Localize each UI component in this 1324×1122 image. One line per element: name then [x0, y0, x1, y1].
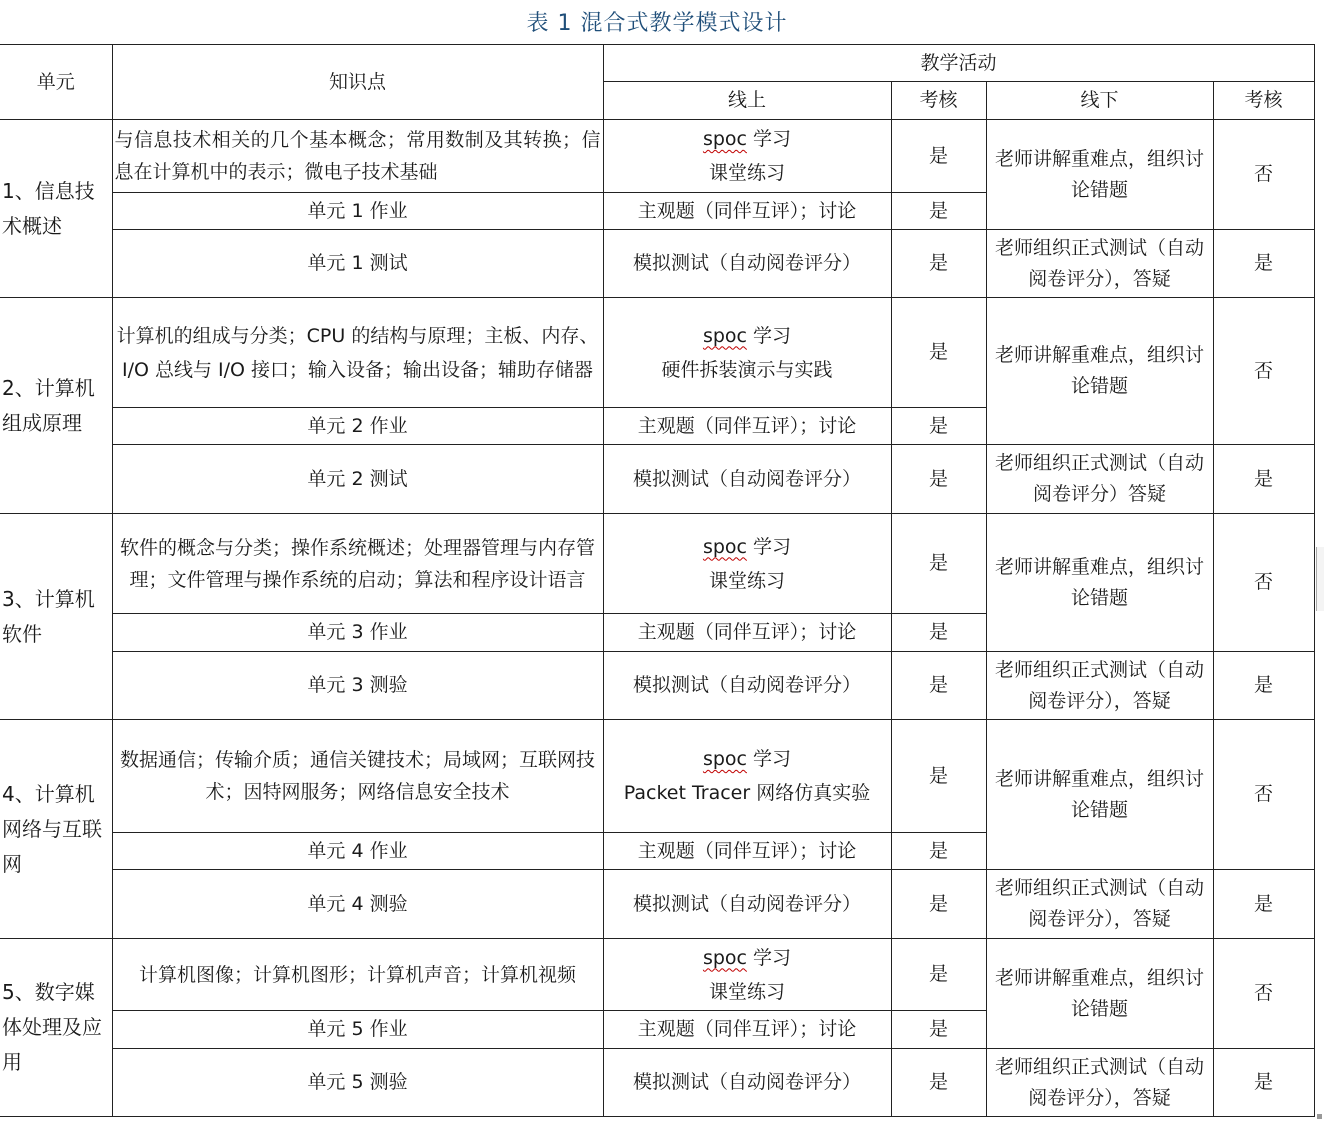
spoc-label: spoc — [702, 946, 747, 969]
table-row — [0, 870, 1314, 939]
table-row — [0, 1049, 1314, 1117]
study-label: 学习 — [746, 748, 792, 770]
practice-label: 课堂练习 — [708, 569, 785, 592]
online-assess: 是 — [891, 614, 986, 652]
online-assess: 是 — [891, 833, 986, 870]
offline-activity: 老师组织正式测试（自动阅卷评分），答疑 — [986, 870, 1213, 939]
offline-assess: 是 — [1213, 445, 1314, 514]
online-assess: 是 — [891, 120, 986, 193]
offline-assess: 是 — [1213, 230, 1314, 298]
header-unit: 单元 — [0, 45, 112, 120]
spoc-label: spoc — [702, 535, 747, 558]
offline-assess: 是 — [1213, 870, 1314, 939]
offline-activity: 老师讲解重难点，组织讨论错题 — [986, 939, 1213, 1049]
table-row — [0, 298, 1314, 408]
online-assess: 是 — [891, 193, 986, 230]
homework-label: 单元 3 作业 — [112, 614, 603, 652]
offline-activity: 老师讲解重难点，组织讨论错题 — [986, 514, 1213, 652]
knowledge-points: 与信息技术相关的几个基本概念；常用数制及其转换；信息在计算机中的表示；微电子技术基础 — [112, 120, 603, 193]
study-label: 学习 — [746, 128, 792, 150]
table-row — [0, 939, 1314, 1011]
spoc-label: spoc — [702, 324, 747, 347]
online-extra: 硬件拆装演示与实践 — [661, 358, 833, 381]
online-assess: 是 — [891, 514, 986, 614]
online-assess: 是 — [891, 408, 986, 445]
offline-assess: 是 — [1213, 1049, 1314, 1117]
unit-name: 4、计算机网络与互联网 — [0, 720, 112, 939]
homework-label: 单元 1 作业 — [112, 193, 603, 230]
header-online: 线上 — [603, 82, 891, 120]
offline-assess: 否 — [1213, 120, 1314, 230]
offline-assess: 否 — [1213, 720, 1314, 870]
offline-activity: 老师组织正式测试（自动阅卷评分）答疑 — [986, 445, 1213, 514]
unit-name: 2、计算机组成原理 — [0, 298, 112, 514]
offline-activity: 老师组织正式测试（自动阅卷评分），答疑 — [986, 1049, 1213, 1117]
table-caption: 表 1 混合式教学模式设计 — [526, 11, 788, 36]
page-corner-marker — [1317, 1114, 1322, 1119]
test-label: 单元 2 测试 — [112, 445, 603, 514]
header-offline: 线下 — [986, 82, 1213, 120]
page-edge-tab — [1316, 547, 1324, 611]
online-activity — [603, 514, 891, 614]
offline-assess: 否 — [1213, 514, 1314, 652]
offline-activity: 老师组织正式测试（自动阅卷评分），答疑 — [986, 652, 1213, 720]
offline-activity: 老师讲解重难点，组织讨论错题 — [986, 298, 1213, 445]
online-activity: 主观题（同伴互评）；讨论 — [603, 833, 891, 870]
online-activity — [603, 120, 891, 193]
test-label: 单元 3 测验 — [112, 652, 603, 720]
online-activity — [603, 720, 891, 833]
spoc-label: spoc — [702, 748, 747, 770]
table-row — [0, 514, 1314, 614]
header-activities: 教学活动 — [603, 45, 1314, 82]
header-assess-online: 考核 — [891, 82, 986, 120]
unit-name: 1、信息技术概述 — [0, 120, 112, 298]
online-assess: 是 — [891, 445, 986, 514]
online-extra: Packet Tracer 网络仿真实验 — [623, 782, 871, 804]
online-assess: 是 — [891, 298, 986, 408]
spoc-label: spoc — [702, 128, 747, 150]
practice-label: 课堂练习 — [708, 162, 785, 184]
study-label: 学习 — [746, 535, 792, 558]
online-activity — [603, 939, 891, 1011]
online-activity: 模拟测试（自动阅卷评分） — [603, 230, 891, 298]
table-row — [0, 230, 1314, 298]
unit-name: 5、数字媒体处理及应用 — [0, 939, 112, 1117]
knowledge-points: 计算机图像；计算机图形；计算机声音；计算机视频 — [112, 939, 603, 1011]
teaching-design-table — [0, 44, 1315, 1117]
table-row — [0, 720, 1314, 833]
offline-assess: 否 — [1213, 939, 1314, 1049]
homework-label: 单元 4 作业 — [112, 833, 603, 870]
header-assess-offline: 考核 — [1213, 82, 1314, 120]
knowledge-points: 数据通信；传输介质；通信关键技术；局域网；互联网技术；因特网服务；网络信息安全技术 — [112, 720, 603, 833]
unit-name: 3、计算机软件 — [0, 514, 112, 720]
online-activity: 主观题（同伴互评）；讨论 — [603, 193, 891, 230]
online-assess: 是 — [891, 870, 986, 939]
header-knowledge: 知识点 — [112, 45, 603, 120]
study-label: 学习 — [746, 946, 792, 969]
header-row-1 — [0, 45, 1314, 82]
online-activity — [603, 298, 891, 408]
online-activity: 主观题（同伴互评）；讨论 — [603, 408, 891, 445]
homework-label: 单元 5 作业 — [112, 1011, 603, 1049]
online-activity: 模拟测试（自动阅卷评分） — [603, 652, 891, 720]
knowledge-points: 计算机的组成与分类；CPU 的结构与原理；主板、内存、I/O 总线与 I/O 接口；输入设备；输出设备；辅助存储器 — [112, 298, 603, 408]
offline-activity: 老师讲解重难点，组织讨论错题 — [986, 120, 1213, 230]
test-label: 单元 5 测验 — [112, 1049, 603, 1117]
online-activity: 模拟测试（自动阅卷评分） — [603, 1049, 891, 1117]
online-assess: 是 — [891, 652, 986, 720]
offline-assess: 是 — [1213, 652, 1314, 720]
online-activity: 模拟测试（自动阅卷评分） — [603, 870, 891, 939]
online-assess: 是 — [891, 230, 986, 298]
online-assess: 是 — [891, 720, 986, 833]
online-assess: 是 — [891, 939, 986, 1011]
online-activity: 模拟测试（自动阅卷评分） — [603, 445, 891, 514]
test-label: 单元 4 测验 — [112, 870, 603, 939]
offline-assess: 否 — [1213, 298, 1314, 445]
online-activity: 主观题（同伴互评）；讨论 — [603, 614, 891, 652]
online-assess: 是 — [891, 1011, 986, 1049]
table-row — [0, 445, 1314, 514]
test-label: 单元 1 测试 — [112, 230, 603, 298]
offline-activity: 老师讲解重难点，组织讨论错题 — [986, 720, 1213, 870]
offline-activity: 老师组织正式测试（自动阅卷评分），答疑 — [986, 230, 1213, 298]
online-activity: 主观题（同伴互评）；讨论 — [603, 1011, 891, 1049]
homework-label: 单元 2 作业 — [112, 408, 603, 445]
table-row — [0, 652, 1314, 720]
knowledge-points: 软件的概念与分类；操作系统概述；处理器管理与内存管理；文件管理与操作系统的启动；算法和程序设计语言 — [112, 514, 603, 614]
online-assess: 是 — [891, 1049, 986, 1117]
study-label: 学习 — [746, 324, 792, 347]
table-row — [0, 120, 1314, 193]
practice-label: 课堂练习 — [708, 980, 785, 1003]
